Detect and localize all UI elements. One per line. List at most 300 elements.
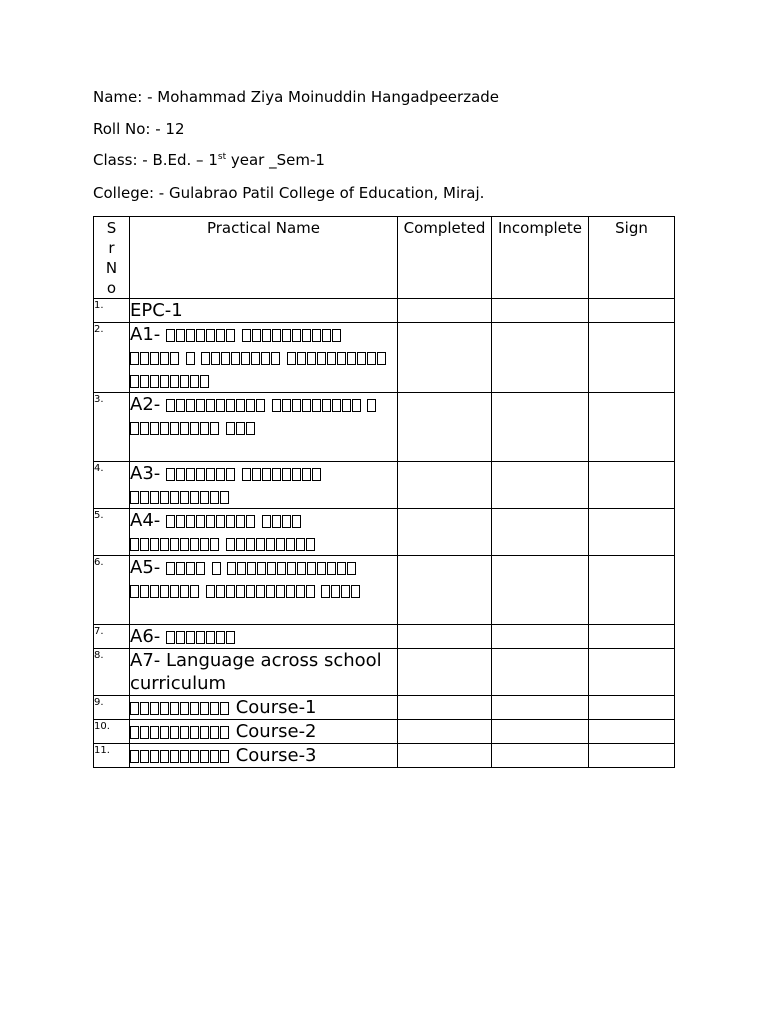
missing-glyph-icon bbox=[211, 352, 220, 365]
missing-glyph-icon bbox=[296, 585, 305, 598]
missing-glyph-word bbox=[130, 721, 230, 742]
missing-glyph-icon bbox=[257, 562, 266, 575]
missing-glyph-icon bbox=[226, 399, 235, 412]
missing-glyph-icon bbox=[200, 422, 209, 435]
row-incomplete-cell bbox=[492, 462, 589, 509]
missing-glyph-icon bbox=[140, 352, 149, 365]
missing-glyph-icon bbox=[216, 468, 225, 481]
class-prefix: Class: - B.Ed. – 1 bbox=[93, 151, 218, 169]
missing-glyph-icon bbox=[180, 422, 189, 435]
missing-glyph-icon bbox=[236, 422, 245, 435]
missing-glyph-icon bbox=[190, 585, 199, 598]
row-completed-cell bbox=[398, 696, 492, 720]
row-sign-cell bbox=[589, 556, 675, 625]
missing-glyph-icon bbox=[180, 585, 189, 598]
missing-glyph-icon bbox=[140, 491, 149, 504]
missing-glyph-icon bbox=[186, 329, 195, 342]
missing-glyph-icon bbox=[246, 515, 255, 528]
missing-glyph-icon bbox=[150, 375, 159, 388]
missing-glyph-icon bbox=[216, 515, 225, 528]
missing-glyph-icon bbox=[282, 399, 291, 412]
row-practical-name bbox=[130, 744, 398, 768]
column-header-sign: Sign bbox=[589, 217, 675, 299]
missing-glyph-icon bbox=[286, 538, 295, 551]
missing-glyph-icon bbox=[271, 352, 280, 365]
missing-glyph-word bbox=[166, 324, 236, 345]
missing-glyph-icon bbox=[196, 468, 205, 481]
missing-glyph-icon bbox=[160, 750, 169, 763]
missing-glyph-icon bbox=[176, 468, 185, 481]
missing-glyph-icon bbox=[306, 585, 315, 598]
table-row bbox=[94, 299, 675, 323]
missing-glyph-icon bbox=[180, 726, 189, 739]
missing-glyph-icon bbox=[331, 585, 340, 598]
table-row bbox=[94, 696, 675, 720]
missing-glyph-icon bbox=[190, 538, 199, 551]
missing-glyph-icon bbox=[170, 352, 179, 365]
missing-glyph-icon bbox=[312, 468, 321, 481]
missing-glyph-word bbox=[130, 486, 230, 507]
missing-glyph-icon bbox=[140, 375, 149, 388]
missing-glyph-icon bbox=[322, 329, 331, 342]
missing-glyph-icon bbox=[140, 702, 149, 715]
missing-glyph-word bbox=[226, 417, 256, 438]
missing-glyph-word bbox=[242, 463, 322, 484]
missing-glyph-icon bbox=[332, 329, 341, 342]
missing-glyph-icon bbox=[210, 750, 219, 763]
missing-glyph-icon bbox=[190, 726, 199, 739]
missing-glyph-icon bbox=[226, 515, 235, 528]
missing-glyph-icon bbox=[186, 515, 195, 528]
missing-glyph-icon bbox=[307, 562, 316, 575]
missing-glyph-icon bbox=[140, 750, 149, 763]
missing-glyph-icon bbox=[292, 515, 301, 528]
missing-glyph-icon bbox=[176, 515, 185, 528]
missing-glyph-icon bbox=[140, 538, 149, 551]
missing-glyph-word bbox=[130, 417, 220, 438]
missing-glyph-icon bbox=[196, 515, 205, 528]
table-row bbox=[94, 509, 675, 556]
missing-glyph-icon bbox=[186, 562, 195, 575]
missing-glyph-icon bbox=[266, 538, 275, 551]
missing-glyph-icon bbox=[266, 585, 275, 598]
missing-glyph-icon bbox=[377, 352, 386, 365]
roll-number: Roll No: - 12 bbox=[93, 120, 185, 138]
missing-glyph-icon bbox=[180, 750, 189, 763]
missing-glyph-icon bbox=[287, 352, 296, 365]
missing-glyph-icon bbox=[272, 515, 281, 528]
missing-glyph-icon bbox=[166, 468, 175, 481]
table-row bbox=[94, 556, 675, 625]
row-incomplete-cell bbox=[492, 299, 589, 323]
row-sign-cell bbox=[589, 649, 675, 696]
missing-glyph-icon bbox=[292, 468, 301, 481]
row-incomplete-cell bbox=[492, 625, 589, 649]
missing-glyph-word bbox=[367, 394, 377, 415]
missing-glyph-icon bbox=[246, 585, 255, 598]
row-completed-cell bbox=[398, 393, 492, 462]
missing-glyph-icon bbox=[236, 399, 245, 412]
row-incomplete-cell bbox=[492, 556, 589, 625]
missing-glyph-icon bbox=[286, 585, 295, 598]
missing-glyph-icon bbox=[196, 329, 205, 342]
missing-glyph-icon bbox=[186, 352, 195, 365]
row-practical-name bbox=[130, 720, 398, 744]
missing-glyph-icon bbox=[140, 422, 149, 435]
missing-glyph-word bbox=[201, 347, 281, 368]
missing-glyph-icon bbox=[226, 631, 235, 644]
missing-glyph-word bbox=[130, 745, 230, 766]
column-header-practical-name: Practical Name bbox=[130, 217, 398, 299]
missing-glyph-icon bbox=[150, 352, 159, 365]
column-header-completed: Completed bbox=[398, 217, 492, 299]
missing-glyph-icon bbox=[322, 399, 331, 412]
missing-glyph-icon bbox=[186, 468, 195, 481]
practical-label: A7- Language across school curriculum bbox=[130, 650, 382, 694]
student-name: Name: - Mohammad Ziya Moinuddin Hangadpeerzade bbox=[93, 88, 500, 106]
missing-glyph-word bbox=[242, 324, 342, 345]
missing-glyph-icon bbox=[226, 468, 235, 481]
missing-glyph-icon bbox=[236, 538, 245, 551]
row-completed-cell bbox=[398, 744, 492, 768]
missing-glyph-icon bbox=[252, 329, 261, 342]
missing-glyph-icon bbox=[317, 562, 326, 575]
practical-suffix: Course-2 bbox=[230, 721, 317, 742]
table-body bbox=[94, 299, 675, 768]
missing-glyph-icon bbox=[160, 352, 169, 365]
missing-glyph-icon bbox=[296, 538, 305, 551]
missing-glyph-icon bbox=[160, 726, 169, 739]
missing-glyph-icon bbox=[176, 631, 185, 644]
missing-glyph-icon bbox=[276, 538, 285, 551]
missing-glyph-icon bbox=[357, 352, 366, 365]
missing-glyph-word bbox=[206, 580, 316, 601]
missing-glyph-icon bbox=[190, 491, 199, 504]
missing-glyph-icon bbox=[332, 399, 341, 412]
missing-glyph-icon bbox=[200, 491, 209, 504]
missing-glyph-icon bbox=[170, 702, 179, 715]
missing-glyph-icon bbox=[367, 399, 376, 412]
missing-glyph-icon bbox=[160, 702, 169, 715]
missing-glyph-icon bbox=[220, 491, 229, 504]
row-sign-cell bbox=[589, 323, 675, 393]
missing-glyph-icon bbox=[262, 515, 271, 528]
missing-glyph-word bbox=[226, 533, 316, 554]
missing-glyph-icon bbox=[297, 562, 306, 575]
missing-glyph-icon bbox=[190, 422, 199, 435]
missing-glyph-word bbox=[166, 626, 236, 647]
missing-glyph-word bbox=[321, 580, 361, 601]
row-completed-cell bbox=[398, 323, 492, 393]
missing-glyph-icon bbox=[227, 562, 236, 575]
missing-glyph-icon bbox=[226, 422, 235, 435]
missing-glyph-icon bbox=[170, 375, 179, 388]
row-completed-cell bbox=[398, 625, 492, 649]
column-header-incomplete: Incomplete bbox=[492, 217, 589, 299]
missing-glyph-icon bbox=[210, 726, 219, 739]
row-sr-no: 11. bbox=[94, 744, 130, 768]
missing-glyph-icon bbox=[160, 585, 169, 598]
missing-glyph-icon bbox=[272, 468, 281, 481]
missing-glyph-icon bbox=[317, 352, 326, 365]
missing-glyph-icon bbox=[216, 329, 225, 342]
missing-glyph-icon bbox=[180, 375, 189, 388]
missing-glyph-icon bbox=[190, 702, 199, 715]
table-row bbox=[94, 625, 675, 649]
practical-label: EPC-1 bbox=[130, 300, 183, 321]
row-sr-no: 6. bbox=[94, 556, 130, 625]
missing-glyph-icon bbox=[196, 562, 205, 575]
missing-glyph-icon bbox=[180, 491, 189, 504]
missing-glyph-icon bbox=[247, 562, 256, 575]
missing-glyph-word bbox=[186, 347, 196, 368]
row-practical-name bbox=[130, 393, 398, 462]
row-sr-no: 5. bbox=[94, 509, 130, 556]
row-incomplete-cell bbox=[492, 744, 589, 768]
row-sign-cell bbox=[589, 696, 675, 720]
missing-glyph-icon bbox=[220, 726, 229, 739]
missing-glyph-icon bbox=[282, 329, 291, 342]
missing-glyph-icon bbox=[200, 726, 209, 739]
row-completed-cell bbox=[398, 462, 492, 509]
missing-glyph-word bbox=[130, 370, 210, 391]
row-sign-cell bbox=[589, 462, 675, 509]
missing-glyph-icon bbox=[130, 375, 139, 388]
missing-glyph-icon bbox=[130, 585, 139, 598]
missing-glyph-icon bbox=[160, 491, 169, 504]
missing-glyph-icon bbox=[246, 399, 255, 412]
missing-glyph-icon bbox=[282, 515, 291, 528]
missing-glyph-icon bbox=[150, 702, 159, 715]
missing-glyph-icon bbox=[221, 352, 230, 365]
table-row bbox=[94, 720, 675, 744]
missing-glyph-icon bbox=[242, 468, 251, 481]
missing-glyph-icon bbox=[302, 468, 311, 481]
row-sign-cell bbox=[589, 720, 675, 744]
missing-glyph-icon bbox=[246, 422, 255, 435]
missing-glyph-icon bbox=[210, 702, 219, 715]
missing-glyph-icon bbox=[242, 329, 251, 342]
missing-glyph-word bbox=[287, 347, 387, 368]
missing-glyph-icon bbox=[272, 329, 281, 342]
row-sr-no: 9. bbox=[94, 696, 130, 720]
missing-glyph-icon bbox=[150, 491, 159, 504]
missing-glyph-icon bbox=[130, 538, 139, 551]
missing-glyph-icon bbox=[312, 399, 321, 412]
practical-label: A6- bbox=[130, 626, 166, 647]
row-incomplete-cell bbox=[492, 393, 589, 462]
missing-glyph-icon bbox=[206, 468, 215, 481]
missing-glyph-icon bbox=[166, 329, 175, 342]
missing-glyph-icon bbox=[210, 491, 219, 504]
missing-glyph-icon bbox=[166, 631, 175, 644]
missing-glyph-icon bbox=[312, 329, 321, 342]
practical-label: A5- bbox=[130, 557, 166, 578]
row-incomplete-cell bbox=[492, 509, 589, 556]
table-row bbox=[94, 649, 675, 696]
missing-glyph-icon bbox=[176, 399, 185, 412]
missing-glyph-word bbox=[166, 510, 256, 531]
missing-glyph-icon bbox=[130, 702, 139, 715]
missing-glyph-icon bbox=[292, 399, 301, 412]
missing-glyph-icon bbox=[337, 352, 346, 365]
missing-glyph-icon bbox=[252, 468, 261, 481]
row-incomplete-cell bbox=[492, 696, 589, 720]
missing-glyph-icon bbox=[170, 491, 179, 504]
row-practical-name bbox=[130, 625, 398, 649]
practical-label: A1- bbox=[130, 324, 166, 345]
missing-glyph-word bbox=[166, 463, 236, 484]
missing-glyph-icon bbox=[347, 352, 356, 365]
row-practical-name bbox=[130, 323, 398, 393]
missing-glyph-icon bbox=[150, 422, 159, 435]
missing-glyph-icon bbox=[256, 538, 265, 551]
missing-glyph-icon bbox=[342, 399, 351, 412]
missing-glyph-icon bbox=[196, 399, 205, 412]
missing-glyph-icon bbox=[176, 329, 185, 342]
row-completed-cell bbox=[398, 299, 492, 323]
missing-glyph-icon bbox=[170, 538, 179, 551]
missing-glyph-icon bbox=[210, 538, 219, 551]
missing-glyph-icon bbox=[216, 399, 225, 412]
missing-glyph-icon bbox=[287, 562, 296, 575]
missing-glyph-icon bbox=[150, 750, 159, 763]
class-suffix: year _Sem-1 bbox=[226, 151, 325, 169]
missing-glyph-icon bbox=[196, 631, 205, 644]
row-sr-no: 7. bbox=[94, 625, 130, 649]
practical-label: A3- bbox=[130, 463, 166, 484]
missing-glyph-icon bbox=[246, 538, 255, 551]
missing-glyph-icon bbox=[231, 352, 240, 365]
missing-glyph-icon bbox=[292, 329, 301, 342]
missing-glyph-icon bbox=[206, 399, 215, 412]
table-row bbox=[94, 323, 675, 393]
missing-glyph-icon bbox=[170, 726, 179, 739]
missing-glyph-icon bbox=[150, 538, 159, 551]
practical-label: A2- bbox=[130, 394, 166, 415]
missing-glyph-icon bbox=[302, 329, 311, 342]
missing-glyph-icon bbox=[220, 750, 229, 763]
row-practical-name bbox=[130, 299, 398, 323]
missing-glyph-icon bbox=[206, 515, 215, 528]
practical-suffix: Course-3 bbox=[230, 745, 317, 766]
missing-glyph-icon bbox=[160, 422, 169, 435]
row-sign-cell bbox=[589, 299, 675, 323]
missing-glyph-icon bbox=[226, 538, 235, 551]
row-practical-name bbox=[130, 462, 398, 509]
missing-glyph-icon bbox=[200, 750, 209, 763]
missing-glyph-word bbox=[166, 394, 266, 415]
missing-glyph-icon bbox=[216, 631, 225, 644]
missing-glyph-icon bbox=[226, 585, 235, 598]
missing-glyph-word bbox=[227, 557, 357, 578]
missing-glyph-word bbox=[130, 347, 180, 368]
missing-glyph-icon bbox=[352, 399, 361, 412]
missing-glyph-icon bbox=[347, 562, 356, 575]
missing-glyph-word bbox=[212, 557, 222, 578]
missing-glyph-icon bbox=[130, 491, 139, 504]
missing-glyph-icon bbox=[251, 352, 260, 365]
missing-glyph-icon bbox=[186, 399, 195, 412]
row-sign-cell bbox=[589, 625, 675, 649]
table-row bbox=[94, 393, 675, 462]
missing-glyph-icon bbox=[307, 352, 316, 365]
missing-glyph-word bbox=[272, 394, 362, 415]
row-incomplete-cell bbox=[492, 720, 589, 744]
missing-glyph-icon bbox=[166, 399, 175, 412]
missing-glyph-icon bbox=[200, 702, 209, 715]
practicals-table bbox=[93, 216, 675, 768]
row-incomplete-cell bbox=[492, 649, 589, 696]
missing-glyph-icon bbox=[327, 562, 336, 575]
missing-glyph-icon bbox=[237, 562, 246, 575]
missing-glyph-icon bbox=[256, 399, 265, 412]
missing-glyph-icon bbox=[200, 375, 209, 388]
missing-glyph-icon bbox=[302, 399, 311, 412]
row-sign-cell bbox=[589, 509, 675, 556]
column-header-sr-no: Sr No bbox=[94, 217, 130, 299]
missing-glyph-icon bbox=[327, 352, 336, 365]
missing-glyph-icon bbox=[212, 562, 221, 575]
missing-glyph-icon bbox=[262, 329, 271, 342]
row-sr-no: 1. bbox=[94, 299, 130, 323]
practical-suffix: Course-1 bbox=[230, 697, 317, 718]
missing-glyph-icon bbox=[170, 585, 179, 598]
class-info bbox=[93, 151, 325, 169]
college-name: College: - Gulabrao Patil College of Education, Miraj. bbox=[93, 184, 485, 202]
missing-glyph-icon bbox=[210, 422, 219, 435]
missing-glyph-icon bbox=[166, 562, 175, 575]
row-sr-no: 3. bbox=[94, 393, 130, 462]
row-completed-cell bbox=[398, 649, 492, 696]
missing-glyph-icon bbox=[200, 538, 209, 551]
missing-glyph-word bbox=[262, 510, 302, 531]
missing-glyph-icon bbox=[277, 562, 286, 575]
missing-glyph-word bbox=[130, 533, 220, 554]
missing-glyph-icon bbox=[160, 375, 169, 388]
missing-glyph-icon bbox=[170, 422, 179, 435]
missing-glyph-icon bbox=[216, 585, 225, 598]
missing-glyph-icon bbox=[160, 538, 169, 551]
row-sign-cell bbox=[589, 744, 675, 768]
practical-label: A4- bbox=[130, 510, 166, 531]
missing-glyph-icon bbox=[272, 399, 281, 412]
table-row bbox=[94, 744, 675, 768]
row-practical-name bbox=[130, 696, 398, 720]
missing-glyph-icon bbox=[367, 352, 376, 365]
missing-glyph-icon bbox=[130, 750, 139, 763]
row-sr-no: 8. bbox=[94, 649, 130, 696]
missing-glyph-icon bbox=[186, 631, 195, 644]
missing-glyph-word bbox=[166, 557, 206, 578]
missing-glyph-icon bbox=[140, 585, 149, 598]
row-completed-cell bbox=[398, 556, 492, 625]
row-sr-no: 2. bbox=[94, 323, 130, 393]
missing-glyph-icon bbox=[241, 352, 250, 365]
missing-glyph-icon bbox=[236, 585, 245, 598]
missing-glyph-icon bbox=[140, 726, 149, 739]
missing-glyph-icon bbox=[130, 422, 139, 435]
missing-glyph-icon bbox=[226, 329, 235, 342]
missing-glyph-icon bbox=[337, 562, 346, 575]
missing-glyph-icon bbox=[276, 585, 285, 598]
missing-glyph-icon bbox=[130, 726, 139, 739]
table-header-row bbox=[94, 217, 675, 299]
missing-glyph-icon bbox=[190, 750, 199, 763]
missing-glyph-icon bbox=[206, 631, 215, 644]
missing-glyph-icon bbox=[297, 352, 306, 365]
missing-glyph-icon bbox=[190, 375, 199, 388]
